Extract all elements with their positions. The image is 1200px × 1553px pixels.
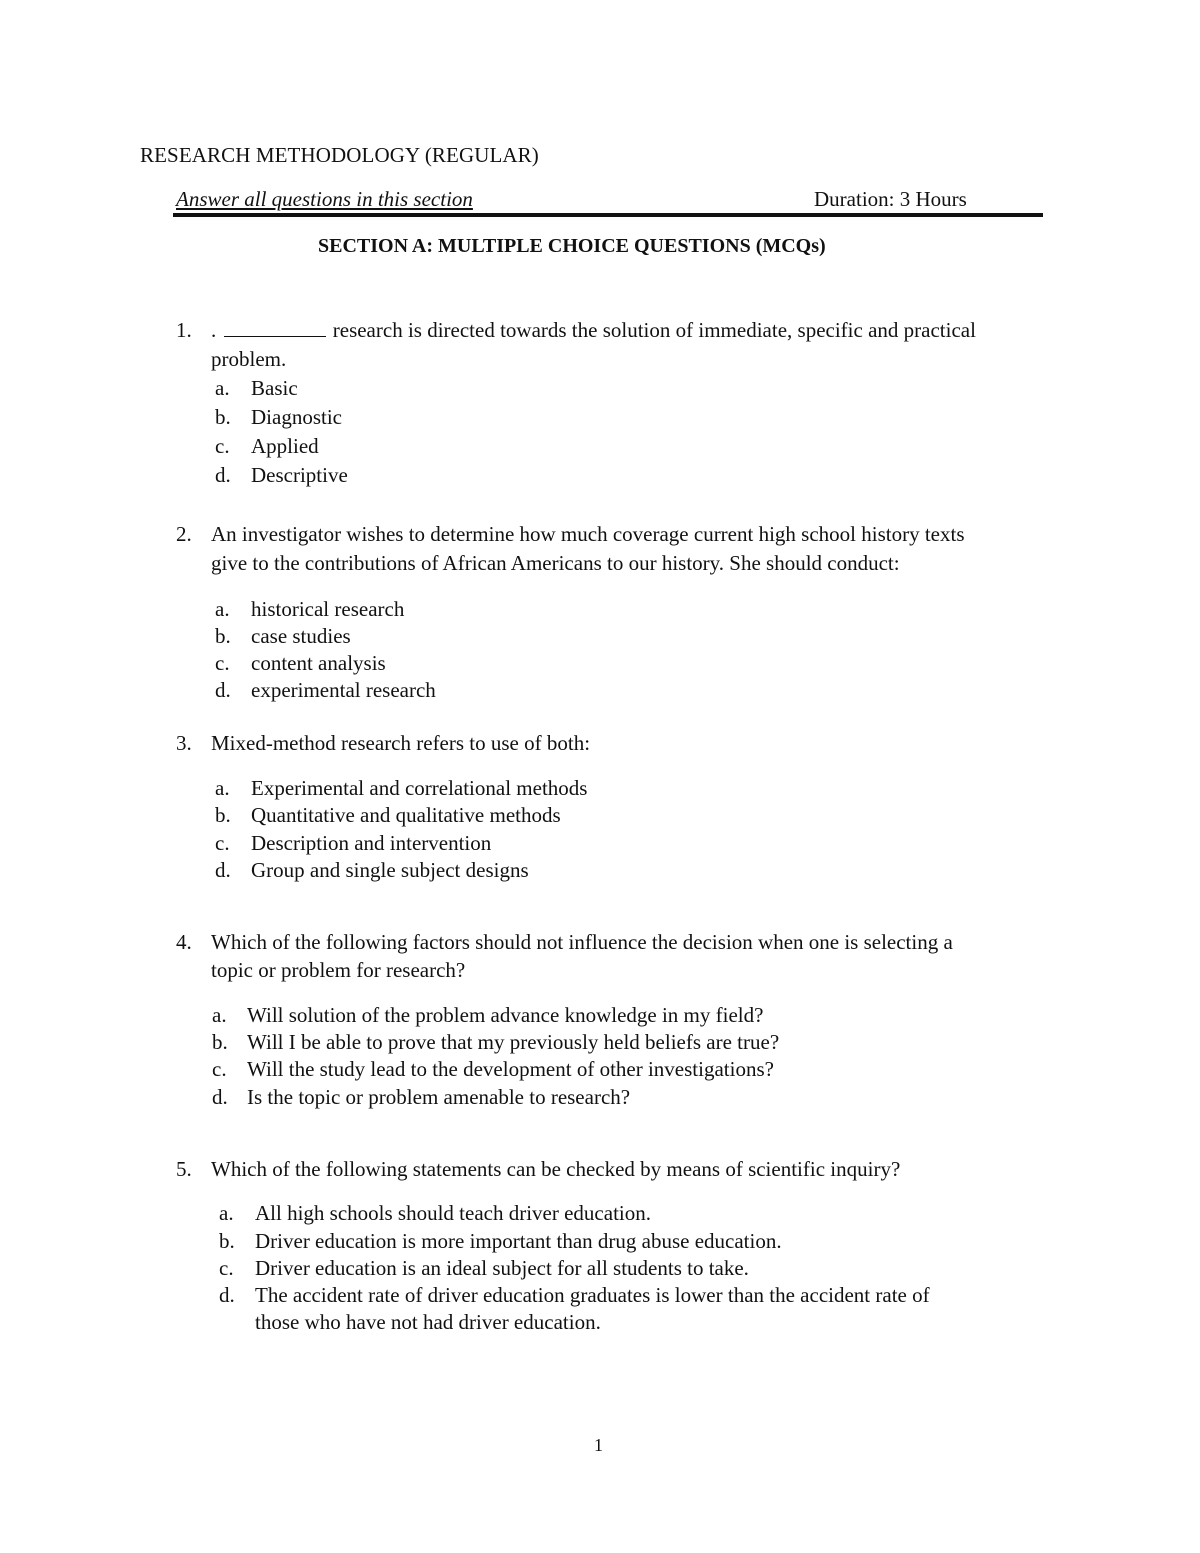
- option-letter: a.: [212, 1003, 227, 1027]
- question-text: Which of the following statements can be checked by means of scientific inquiry?: [211, 1157, 901, 1181]
- question-text-line: [211, 316, 976, 345]
- question-text-continued: give to the contributions of African Americans to our history. She should conduct:: [211, 551, 900, 575]
- question-text-continued: topic or problem for research?: [211, 958, 466, 982]
- option-letter: a.: [219, 1201, 234, 1225]
- question-number: 2.: [176, 522, 192, 546]
- option-text: All high schools should teach driver education.: [255, 1201, 651, 1225]
- question-text: Mixed-method research refers to use of both:: [211, 731, 591, 755]
- question-text-continued: problem.: [211, 347, 287, 371]
- option-letter: b.: [212, 1030, 228, 1054]
- option-letter: c.: [215, 434, 230, 458]
- fill-in-blank: [224, 318, 326, 337]
- option-text: Experimental and correlational methods: [251, 776, 588, 800]
- option-text-continued: those who have not had driver education.: [255, 1310, 601, 1334]
- page-number: 1: [594, 1435, 603, 1455]
- option-letter: c.: [215, 651, 230, 675]
- option-text: Will the study lead to the development of other investigations?: [247, 1057, 774, 1081]
- option-letter: c.: [215, 831, 230, 855]
- option-letter: b.: [219, 1229, 235, 1253]
- instruction-text: Answer all questions in this section: [176, 187, 473, 211]
- option-letter: d.: [215, 463, 231, 487]
- option-text: The accident rate of driver education graduates is lower than the accident rate of: [255, 1283, 930, 1307]
- course-title: RESEARCH METHODOLOGY (REGULAR): [140, 143, 539, 167]
- option-text: experimental research: [251, 678, 436, 702]
- option-text: Quantitative and qualitative methods: [251, 803, 561, 827]
- question-number: 1.: [176, 318, 192, 342]
- option-text: Will solution of the problem advance knowledge in my field?: [247, 1003, 764, 1027]
- option-letter: b.: [215, 803, 231, 827]
- question-text: research is directed towards the solution of immediate, specific and practical: [332, 318, 976, 342]
- option-text: Applied: [251, 434, 319, 458]
- duration-text: Duration: 3 Hours: [814, 187, 967, 211]
- option-letter: d.: [219, 1283, 235, 1307]
- option-letter: b.: [215, 624, 231, 648]
- option-text: Description and intervention: [251, 831, 492, 855]
- option-text: Will I be able to prove that my previously held beliefs are true?: [247, 1030, 780, 1054]
- option-letter: b.: [215, 405, 231, 429]
- option-letter: a.: [215, 597, 230, 621]
- option-letter: a.: [215, 376, 230, 400]
- option-letter: a.: [215, 776, 230, 800]
- option-text: content analysis: [251, 651, 386, 675]
- option-text: Basic: [251, 376, 298, 400]
- option-letter: d.: [215, 678, 231, 702]
- question-text: An investigator wishes to determine how much coverage current high school history texts: [211, 522, 965, 546]
- section-title: SECTION A: MULTIPLE CHOICE QUESTIONS (MCQs): [318, 235, 826, 257]
- option-text: Diagnostic: [251, 405, 342, 429]
- option-letter: d.: [215, 858, 231, 882]
- option-text: historical research: [251, 597, 405, 621]
- option-text: Driver education is an ideal subject for all students to take.: [255, 1256, 749, 1280]
- option-text: Descriptive: [251, 463, 348, 487]
- option-letter: c.: [219, 1256, 234, 1280]
- question-number: 4.: [176, 930, 192, 954]
- option-text: Driver education is more important than drug abuse education.: [255, 1229, 782, 1253]
- option-letter: d.: [212, 1085, 228, 1109]
- option-text: Group and single subject designs: [251, 858, 529, 882]
- question-number: 3.: [176, 731, 192, 755]
- option-text: Is the topic or problem amenable to research?: [247, 1085, 631, 1109]
- question-prefix: .: [211, 318, 217, 342]
- question-number: 5.: [176, 1157, 192, 1181]
- option-text: case studies: [251, 624, 351, 648]
- header-divider: [173, 213, 1043, 217]
- option-letter: c.: [212, 1057, 227, 1081]
- question-text: Which of the following factors should not influence the decision when one is selecting a: [211, 930, 953, 954]
